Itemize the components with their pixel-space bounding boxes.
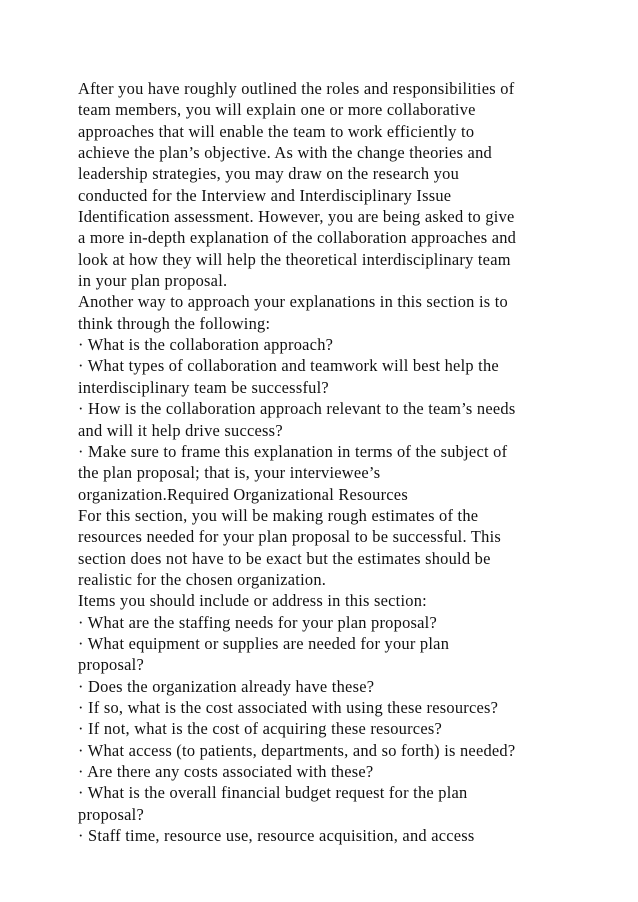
- text-line: After you have roughly outlined the roles and responsibilities of: [78, 79, 515, 98]
- text-line: conducted for the Interview and Interdisciplinary Issue: [78, 185, 452, 205]
- bullet-item: · What equipment or supplies are needed for your plan: [78, 633, 450, 653]
- text-line: Identification assessment. However, you are being asked to give: [78, 207, 515, 227]
- bullet-item: · How is the collaboration approach relevant to the team’s needs: [78, 399, 516, 419]
- bullet-item: · What access (to patients, departments, and so forth) is needed?: [78, 740, 516, 760]
- bullet-item: · If so, what is the cost associated with using these resources?: [78, 697, 499, 717]
- bullet-item: · What is the overall financial budget request for the plan: [78, 783, 468, 803]
- text-line: Another way to approach your explanations in this section is to: [78, 292, 508, 312]
- text-line: approaches that will enable the team to work efficiently to: [78, 121, 475, 141]
- text-line: in your plan proposal.: [78, 271, 228, 291]
- text-line: realistic for the chosen organization.: [78, 569, 327, 589]
- text-line: section does not have to be exact but the estimates should be: [78, 548, 491, 568]
- bullet-item: · Are there any costs associated with these?: [78, 762, 374, 781]
- bullet-item: · What are the staffing needs for your plan proposal?: [78, 612, 438, 632]
- text-line: resources needed for your plan proposal to be successful. This: [78, 527, 502, 547]
- text-line: Items you should include or address in this section:: [78, 591, 427, 611]
- text-line: interdisciplinary team be successful?: [78, 377, 329, 397]
- bullet-item: · Make sure to frame this explanation in terms of the subject of: [78, 441, 508, 461]
- text-line: a more in-depth explanation of the collaboration approaches and: [78, 228, 517, 248]
- text-line: proposal?: [78, 655, 144, 675]
- bullet-item: · What types of collaboration and teamwork will best help the: [78, 356, 499, 376]
- text-line: achieve the plan’s objective. As with the change theories and: [78, 143, 492, 163]
- text-line: the plan proposal; that is, your interviewee’s: [78, 463, 381, 483]
- text-line: and will it help drive success?: [78, 420, 283, 440]
- text-line: organization.Required Organizational Resources: [78, 484, 408, 504]
- text-line: think through the following:: [78, 313, 271, 333]
- bullet-item: · What is the collaboration approach?: [78, 335, 334, 355]
- text-line: team members, you will explain one or more collaborative: [78, 100, 476, 120]
- text-line: For this section, you will be making rough estimates of the: [78, 505, 479, 525]
- bullet-item: · Does the organization already have these?: [78, 676, 375, 696]
- text-line: look at how they will help the theoretical interdisciplinary team: [78, 249, 511, 269]
- bullet-item: · Staff time, resource use, resource acquisition, and access: [78, 826, 475, 846]
- text-line: proposal?: [78, 804, 144, 824]
- bullet-item: · If not, what is the cost of acquiring these resources?: [78, 719, 443, 739]
- text-line: leadership strategies, you may draw on the research you: [78, 164, 460, 184]
- body-text: [78, 78, 578, 846]
